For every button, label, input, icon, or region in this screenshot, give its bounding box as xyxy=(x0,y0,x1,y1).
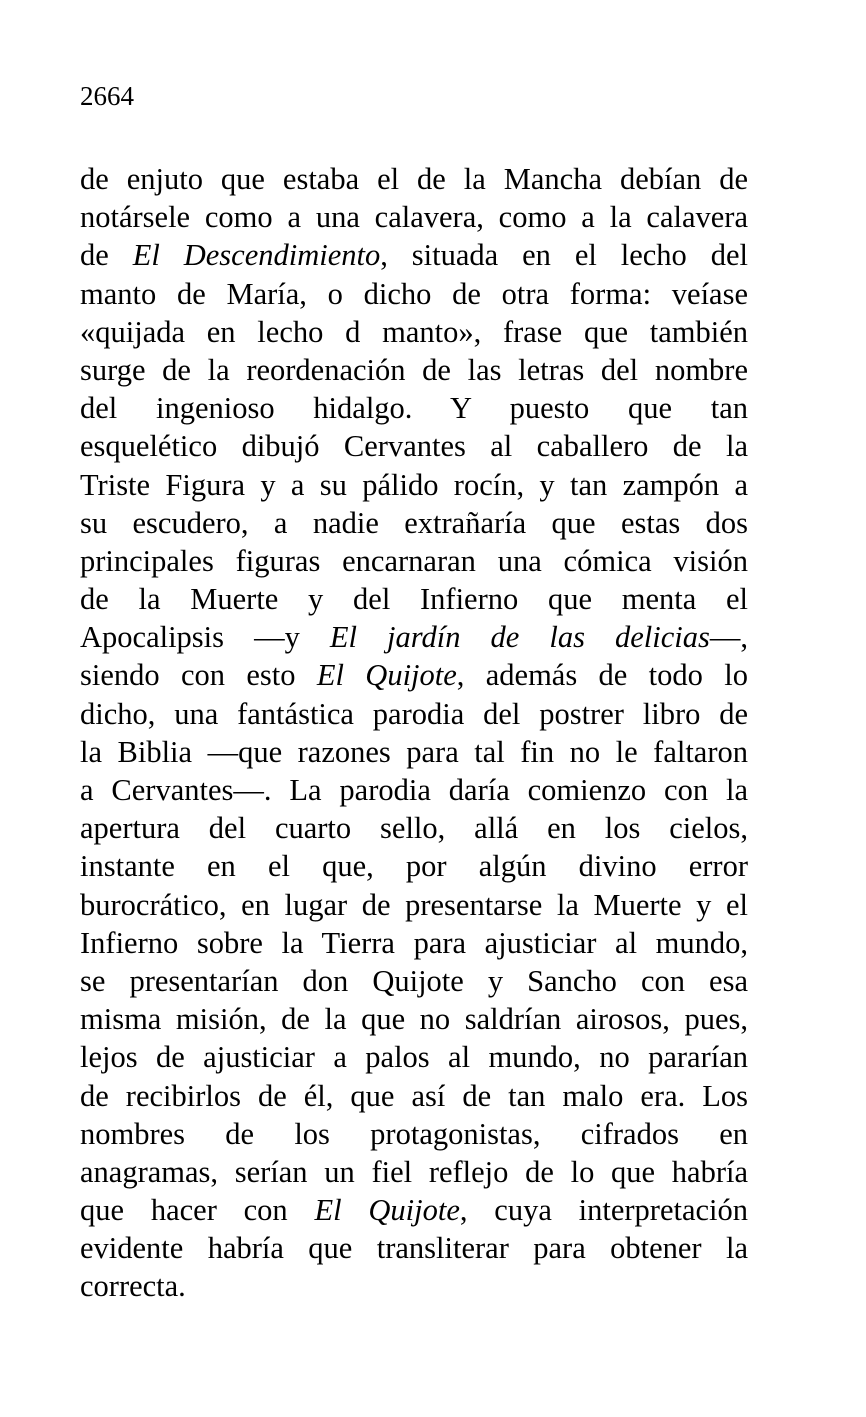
text-segment: dicho, una fantástica parodia del postrer libro de xyxy=(80,696,748,731)
italic-title: El jardín de las delicias xyxy=(329,620,710,655)
text-segment: apertura del cuarto sello, allá en los cielos, xyxy=(80,811,748,846)
text-segment: nombres de los protagonistas, cifrados en xyxy=(80,1116,748,1151)
text-segment: que hacer con xyxy=(80,1193,315,1228)
text-segment: a Cervantes—. La parodia daría comienzo con la xyxy=(80,773,748,807)
text-segment: , situada en el lecho del xyxy=(380,238,748,273)
text-segment: notársele como a una calavera, como a la calavera xyxy=(80,200,748,235)
text-line xyxy=(80,733,748,771)
text-line xyxy=(80,618,748,656)
text-line xyxy=(80,275,748,313)
text-segment: Triste Figura y a su pálido rocín, y tan zampón a xyxy=(80,467,748,502)
text-segment: de xyxy=(80,238,133,273)
text-line xyxy=(80,962,748,1000)
text-line xyxy=(80,1267,748,1305)
text-segment: «quijada en lecho d manto», frase que también xyxy=(80,314,748,349)
text-segment: se presentarían don Quijote y Sancho con esa xyxy=(80,963,748,998)
text-segment: siendo con esto xyxy=(80,658,317,693)
text-segment: esquelético dibujó Cervantes al caballero de la xyxy=(80,429,748,464)
page-number: 2664 xyxy=(80,81,134,111)
text-line xyxy=(80,656,748,694)
text-segment: correcta. xyxy=(80,1269,186,1304)
text-line xyxy=(80,389,748,427)
text-line xyxy=(80,542,748,580)
text-line xyxy=(80,504,748,542)
text-line xyxy=(80,1000,748,1038)
text-segment: de la Muerte y del Infierno que menta el xyxy=(80,582,748,617)
text-line xyxy=(80,1115,748,1153)
text-line xyxy=(80,809,748,847)
text-segment: su escudero, a nadie extrañaría que estas dos xyxy=(80,505,748,540)
text-segment: anagramas, serían un fiel reflejo de lo que habría xyxy=(80,1154,748,1189)
text-line xyxy=(80,466,748,504)
text-line xyxy=(80,198,748,236)
text-line xyxy=(80,1038,748,1076)
italic-title: El Quijote xyxy=(314,1193,460,1228)
text-line xyxy=(80,351,748,389)
body-paragraph xyxy=(80,160,748,1306)
text-line xyxy=(80,427,748,465)
text-segment: —, xyxy=(709,620,748,655)
text-segment: evidente habría que transliterar para obtener la xyxy=(80,1231,748,1266)
text-line xyxy=(80,1077,748,1115)
text-line xyxy=(80,313,748,351)
text-line xyxy=(80,886,748,924)
text-line xyxy=(80,1153,748,1191)
text-segment: la Biblia —que razones para tal fin no le faltaron xyxy=(80,734,748,769)
text-segment: de enjuto que estaba el de la Mancha debían de xyxy=(80,162,748,196)
italic-title: El Descendimiento xyxy=(132,238,381,273)
italic-title: El Quijote xyxy=(316,658,457,693)
text-line xyxy=(80,847,748,885)
text-line xyxy=(80,1229,748,1267)
text-segment: , cuya interpretación xyxy=(459,1193,749,1228)
text-segment: del ingenioso hidalgo. Y puesto que tan xyxy=(80,391,748,426)
text-segment: surge de la reordenación de las letras del nombre xyxy=(80,352,748,387)
text-line xyxy=(80,771,748,809)
text-line xyxy=(80,160,748,198)
text-segment: Apocalipsis —y xyxy=(80,620,330,655)
text-line xyxy=(80,695,748,733)
text-line xyxy=(80,580,748,618)
text-segment: principales figuras encarnaran una cómica visión xyxy=(80,543,748,578)
text-segment: lejos de ajusticiar a palos al mundo, no pararían xyxy=(80,1040,748,1075)
text-segment: instante en el que, por algún divino error xyxy=(80,849,748,884)
text-segment: Infierno sobre la Tierra para ajusticiar al mundo, xyxy=(80,925,748,960)
text-segment: , además de todo lo xyxy=(456,658,748,693)
text-line xyxy=(80,924,748,962)
text-line xyxy=(80,236,748,274)
text-segment: de recibirlos de él, que así de tan malo era. Los xyxy=(80,1078,748,1113)
text-segment: misma misión, de la que no saldrían airosos, pues, xyxy=(80,1002,748,1037)
text-segment: manto de María, o dicho de otra forma: veíase xyxy=(80,276,748,311)
text-line xyxy=(80,1191,748,1229)
text-segment: burocrático, en lugar de presentarse la Muerte y el xyxy=(80,887,748,922)
